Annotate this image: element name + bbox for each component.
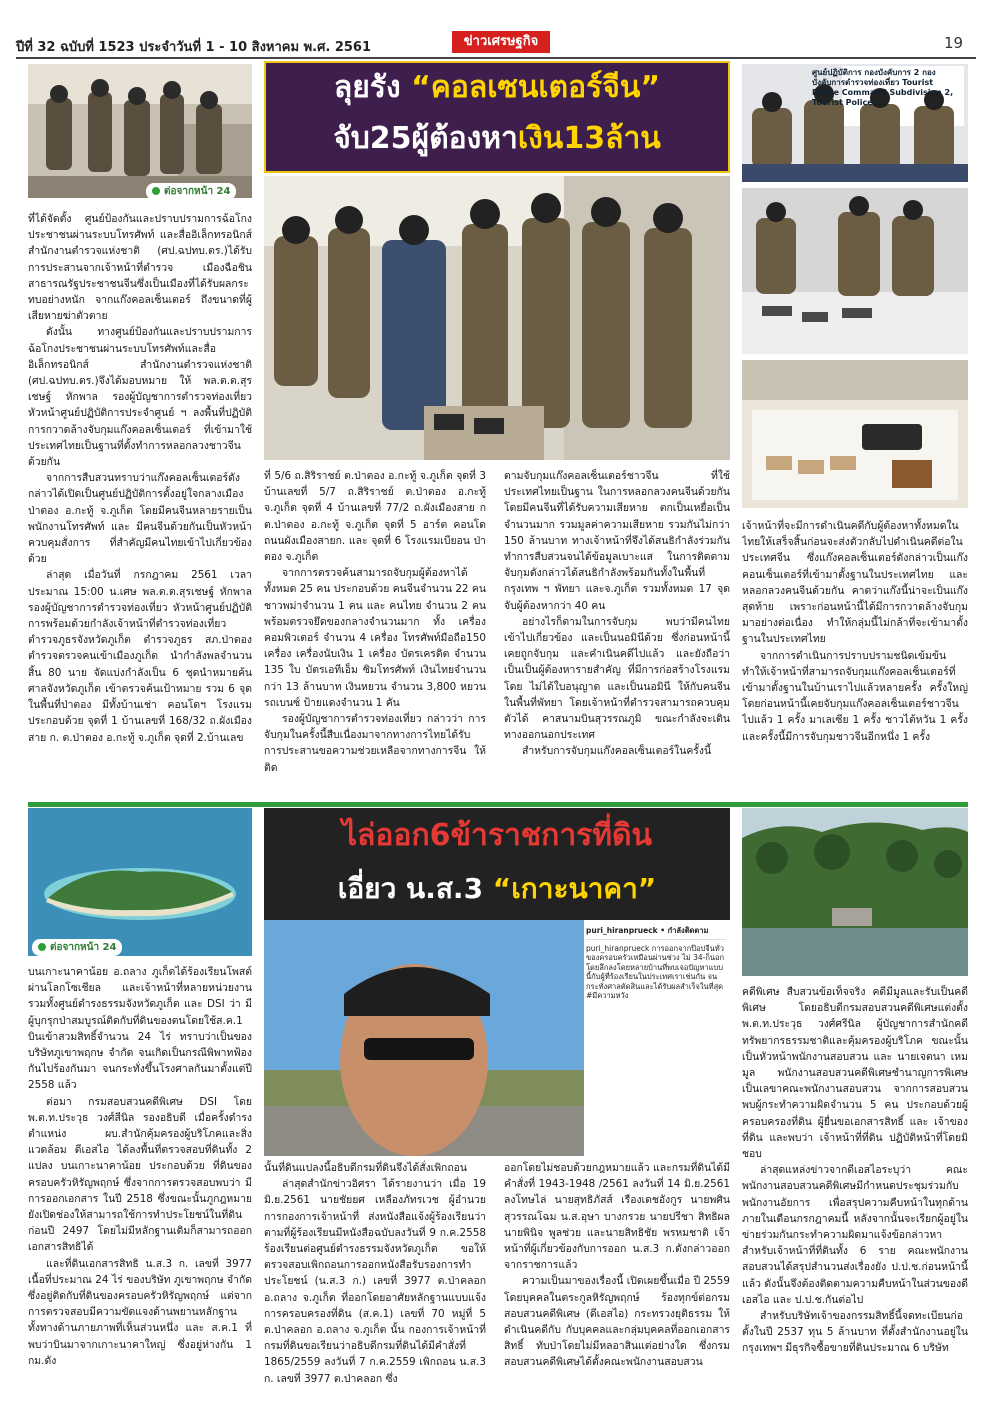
- social-post-user: puri_hiranprueck • กำลังติดตาม: [586, 926, 726, 940]
- story1-column-4: [742, 518, 968, 796]
- headline-land-officials: [264, 808, 730, 920]
- story2-column-3: [504, 1160, 730, 1420]
- section-divider: [28, 802, 968, 807]
- story1-col2-p2: จากการตรวจค้นสามารถจับกุมผู้ต้องหาได้ทั้งหมด 25 คน ประกอบด้วย คนจีนจำนวน 22 คน ชาวพม่าจำนวน 1 คน และ คนไทย จำนวน 2 คน พร้อมตรวจยึดของกลางจำนวนมาก ทั้ง เครื่องคอมพิวเตอร์ จำนวน 4 เครื่อง โทรศัพท์มือถือ150 เครื่อง เครื่องนับเงิน 1 เครื่อง บัตรเครดิต จำนวน 135 ใบ บัตรเอทีเอ็ม ซิมโทรศัพท์ เงินไทยจำนวนกว่า 13 ล้านบาท เงินหยวน จำนวน 3,800 หยวน รถเบนซ์ ป้ายแดงจำนวน 1 คัน: [264, 567, 486, 709]
- photo-seized-cash: [742, 360, 968, 508]
- headline-prefix: ลุยรัง: [333, 70, 412, 105]
- continued-label: ต่อจากหน้า 24: [164, 186, 231, 197]
- photo-evidence-table: [742, 188, 968, 354]
- subhead-prefix: จับ25ผู้ต้องหา: [333, 121, 518, 156]
- story2-col3-p1: ออกโดยไม่ชอบด้วยกฎหมายแล้ว และกรมที่ดินได้มีคำสั่งที่ 1943-1948 /2561 ลงวันที่ 14 มิ.ย.2561 ลงโทษไล่ นายสุทธิภัสส์ เรืองเดชอังกูร นายพศิน สุวรรณโฉม น.ส.อุษา บางกรวย นายปรีชา สิทธิผล นายพินิจ พูลช่วย และนายสิทธิชัย พรหมชาติ เจ้าหน้าที่ผู้เกี่ยวข้องกับการออก น.ส.3 ก.ดังกล่าวออกจากราชการแล้ว: [504, 1162, 730, 1272]
- photo-island-forest: [742, 808, 968, 976]
- story2-col4-p3: สำหรับบริษัทเจ้าของกรรมสิทธิ์นี้จดทะเบียนก่อตั้งในปี 2537 ทุน 5 ล้านบาท ที่ตั้งสำนักงานอยู่ในกรุงเทพฯ มีธุรกิจซื้อขายที่ดินประมาณ 6 บริษัท: [742, 1310, 968, 1355]
- social-post-panel: [586, 926, 726, 1146]
- headline-2: ไล่ออก6ข้าราชการที่ดิน: [341, 818, 653, 853]
- bullet-icon: [38, 943, 46, 951]
- story2-col3-p2: ความเป็นมาของเรื่องนี้ เปิดเผยขึ้นเมื่อ ปี 2559 โดยบุคคลในตระกูลหิรัญพฤกษ์ ร้องทุกข์ต่อกรมสอบสวนคดีพิเศษ (ดีเอสไอ) กระทรวงยุติธรรม ให้ดำเนินคดีกับ กับบุคคลและกลุ่มบุคคลที่ออกเอกสารสิทธิ์ ทับป่าโดยไม่มีหลอาสินแต่อย่างใด ซึ่งกรมสอบสวนคดีพิเศษได้ตั้งคณะพนักงานสอบสวน: [504, 1275, 730, 1369]
- story2-col2-p1: นั้นที่ดินแปลงนี้อธิบดีกรมที่ดินจึงได้สั่งเพิกถอน: [264, 1162, 467, 1174]
- subhead-2-prefix: เอี่ยว น.ส.3: [337, 872, 493, 905]
- photo-island-aerial: [28, 808, 252, 956]
- story2-col1-p3: และที่ดินเอกสารสิทธิ น.ส.3 ก. เลขที่ 3977 เนื้อที่ประมาณ 24 ไร่ ของบริษัท ภูเขาพฤกษ จำกัด ซึ่งอยู่ติดกับที่ดินของครอบครัวหิรัญพฤกษ์ แต่จากการตรวจสอบมีความขัดแจงด้านพยานหลักฐาน ทั้งทางด้านภายภาพที่เห็นส่วนหนึ่ง และ ส.ค.1 ที่พบว่าบินมาจากเกาะนาคาใหญ่ ซึ่งอยู่ห่างกัน 1 กม.ดัง: [28, 1257, 252, 1367]
- continued-badge: [146, 183, 236, 200]
- story2-col1-p1: บนเกาะนาคาน้อย อ.ถลาง ภูเก็ตได้ร้องเรียนโพสต์ผ่านโลกโซเชียล และเจ้าหน้าที่หลายหน่วยงาน รวมทั้งศูนย์ดำรงธรรมจังหวัดภูเก็ต และ DSI ว่า มีผู้บุกรุกป่าสมบูรณ์ติดกับที่ดินของตนโดยใช้ส.ค.1 บินเข้าสวมสิทธิ์จำนวน 24 ไร่ ทราบว่าเป็นของบริษัทภูเขาพฤกษ จำกัด จนเกิดเป็นกรณีพิพาทฟ้องกันไปร้องกันมา จนกระทั่งขึ้นโรงศาลกันมาตั้งแต่ปี 2558 แล้ว: [28, 966, 252, 1092]
- story2-col1-p2: ต่อมา กรมสอบสวนคดีพิเศษ DSI โดย พ.ต.ท.ประวุธ วงศ์สีนิล รองอธิบดี เมื่อครั้งดำรงตำแหน่ง ผบ.สำนักคุ้มครองผู้บริโภคและสิ่งแวดล้อม ดีเอสไอ ได้ลงพื้นที่ตรวจสอบที่ดินทั้ง 2 แปลง บนเกาะนาคาน้อย ประกอบด้วย ที่ดินของครอบครัวหิรัญพฤกษ์ ซึ่งจากการตรวจสอบพบว่า มีการออกเอกสาร ในปี 2518 ซึ่งขณะนั้นภูกฎหมายยังเปิดช่องให้สามารถใช้การทำประโยชน์ในที่ดินก่อนปี 2497 โดยไม่มีหลักฐานเดิมก็สามารถออกเอกสารสิทธิได้: [28, 1095, 252, 1254]
- header-rule: [16, 57, 976, 59]
- issue-line: ปีที่ 32 ฉบับที่ 1523 ประจำวันที่ 1 - 10 สิงหาคม พ.ศ. 2561: [16, 40, 371, 55]
- story1-col2-p1: ที่ 5/6 ถ.สิริราชย์ ต.ป่าตอง อ.กะทู้ จ.ภูเก็ต จุดที่ 3 บ้านเลขที่ 5/7 ถ.สิริราชย์ ต.ป่าตอง อ.กะทู้ จ.ภูเก็ต จุดที่ 4 บ้านเลขที่ 77/2 ถ.ผังเมืองสาย ก ต.ป่าตอง อ.กะทู้ จ.ภูเก็ต จุดที่ 5 อาร์ต คอนโด ถนนผังเมืองสายก. และ จุดที่ 6 โรงแรมเบียอน ป่าตอง จ.ภูเก็ต: [264, 470, 486, 564]
- story1-col1-p2: ดังนั้น ทางศูนย์ป้องกันและปราบปรามการฉ้อโกงประชาชนผ่านระบบโทรศัพท์และสื่ออิเล็กทรอนิกส์ สำนักงานตำรวจแห่งชาติ (ศป.ฉปทบ.ตร.)จึงได้มอบหมาย ให้ พล.ต.ต.สุรเชษฐ์ หักพาล รองผู้บัญชาการตำรวจท่องเที่ยวหัวหน้าศูนย์ปฏิบัติการประจำศูนย์ ฯ ลงพื้นที่ปฏิบัติการกวาดล้างจับกุมแก๊งคอลเซ็นเตอร์ ที่เข้ามาใช้ประเทศไทยเป็นฐานที่ตั้งทำการหลอกลวงชาวจีนด้วยกัน: [28, 326, 252, 469]
- story1-column-3: [504, 468, 730, 796]
- story2-column-2: [264, 1160, 486, 1420]
- story2-col2-p2: ล่าสุดสำนักข่าวอิศรา ได้รายงานว่า เมื่อ 19 มิ.ย.2561 นายชัยยศ เหลืองภัทรเวช ผู้อำนวยการกองการเจ้าหน้าที่ ส่งหนังสือแจ้งผู้ร้องเรียนว่าตามที่ผู้ร้องเรียนมีหนังสือฉบับลงวันที่ 9 ก.ค.2558 ร้องเรียนต่อศูนย์ดำรงธรรมจังหวัดภูเก็ต ขอให้ตรวจสอบเพิกถอนการออกหนังสือรับรองการทำประโยชน์ (น.ส.3 ก.) เลขที่ 3977 ต.ป่าคลอก อ.ถลาง จ.ภูเก็ต ที่ออกโดยอาศัยหลักฐานแบบแจ้งการครอบครองที่ดิน (ส.ค.1) เลขที่ 70 หมู่ที่ 5 ต.ป่าคลอก อ.ถลาง จ.ภูเก็ต นั้น กองการเจ้าหน้าที่ กรมที่ดินขอเรียนว่าอธิบดีกรมที่ดินได้มีคำสั่งที่ 1865/2559 ลงวันที่ 7 ก.ค.2559 เพิกถอน น.ส.3 ก. เลขที่ 3977 ต.ป่าคลอก ซึ่ง: [264, 1178, 486, 1385]
- story1-col2-p3: รองผู้บัญชาการตำรวจท่องเที่ยว กล่าวว่า การจับกุมในครั้งนี้สืบเนื่องมาจากทางการไทยได้รับการประสานขอความช่วยเหลือจากทางการจีน ให้ติด: [264, 713, 486, 774]
- subhead-highlight: เงิน13ล้าน: [517, 121, 661, 156]
- photo-police-inspection: [28, 64, 252, 198]
- headline-callcenter: [264, 61, 730, 173]
- newspaper-logo: ข่าวเศรษฐกิจ: [452, 31, 550, 53]
- social-post-text: puri_hiranprueck การออกจากป๊อปจีนทั่วของครอบครัวเหมือนผ่านช่วง ไม่ 34-ก็นอก โดยลึกลงโดยหลายบ้านที่พบเจอปัญหาแบบนี้กับผู้ที่ร้องเรียนในประเทศเราเช่นกัน จนกระทั่งศาลตัดสินและได้รับผลสำเร็จในที่สุด #มีความหวัง: [586, 943, 725, 1000]
- story2-column-4: [742, 984, 968, 1420]
- headline-highlight: “คอลเซนเตอร์จีน”: [411, 70, 661, 105]
- story2-column-1: [28, 964, 252, 1420]
- story1-col1-p1: ที่ได้จัดตั้ง ศูนย์ป้องกันและปราบปรามการฉ้อโกงประชาชนผ่านระบบโทรศัพท์ และสื่ออิเล็กทรอนิกส์ สำนักงานตำรวจแห่งชาติ (ศป.ฉปทบ.ตร.)ได้รับการประสานจากเจ้าหน้าที่ตำรวจ เมืองฉือชิน สาธารณรัฐประชาชนจีนซึ่งเป็นเมืองที่ได้รับผลกระทบอย่างหนัก จากแก๊งคอลเซ็นเตอร์ ถึงขนาดที่ผู้เสียหายฆ่าตัวตาย: [28, 213, 252, 323]
- story1-col3-p1: ตามจับกุมแก๊งคอลเซ็นเตอร์ชาวจีน ที่ใช้ประเทศไทยเป็นฐาน ในการหลอกลวงคนจีนด้วยกัน โดยมีคนจีนที่ได้รับความเสียหาย ตกเป็นเหยื่อเป็นจำนวนมาก รวมมูลค่าความเสียหาย รวมกันไม่กว่า 150 ล้านบาท ทางเจ้าหน้าที่จึงได้สนธิกำลังร่วมกันทำการสืบสวนจนได้ข้อมูลเบาะแส ในการติดตามจับกุมดังกล่าวได้สนธิกำลังพร้อมกันทั้งในพื้นที่ กรุงเทพ ฯ พัทยา และจ.ภูเก็ต รวมทั้งหมด 17 จุด จับผู้ต้องหากว่า 40 คน: [504, 470, 730, 612]
- story1-column-1: [28, 211, 252, 791]
- story1-col1-p4: ล่าสุด เมื่อวันที่ กรกฎาคม 2561 เวลาประมาณ 15:00 น.เศษ พล.ต.ต.สุรเชษฐ์ หักพาล รองผู้บัญชาการตำรวจท่องเที่ยว หัวหน้าศูนย์ปฏิบัติการพร้อมด้วยกำลังเจ้าหน้าที่ตำรวจท่องเที่ยว ตำรวจภูธรจังหวัดภูเก็ต ตำรวจภูธร สภ.ป่าตอง ตำรวจตรวจคนเข้าเมืองภูเก็ต นำกำลังพลจำนวนสิ้น 80 นาย จัดแบ่งกำลังเป็น 6 ชุดนำหมายค้นศาลจังหวัดภูเก็ต เข้าตรวจค้นเป้าหมาย รวม 6 จุด ในพื้นที่ป่าตอง มีทั้งบ้านเช่า คอนโดฯ โรงแรม ประกอบด้วย จุดที่ 1 บ้านเลขที่ 168/32 ถ.ผังเมือง สาย ก. ต.ป่าตอง อ.กะทู้ จ.ภูเก็ต จุดที่ 2.บ้านเลข: [28, 569, 252, 744]
- continued-label-2: ต่อจากหน้า 24: [50, 942, 117, 953]
- story1-col1-p3: จากการสืบสวนทราบว่าแก๊งคอลเซ็นเตอร์ดังกล่าวได้เปิดเป็นศูนย์ปฏิบัติการตั้งอยู่ใจกลางเมืองป่าตอง อ.กะทู้ จ.ภูเก็ต โดยมีคนจีนหลายรายเป็นพนักงานโทรศัพท์ และ มีคนจีนด้วยกันเป็นหัวหน้าควบคุมสั่งการ ที่สำคัญมีคนไทยเข้าไปเกี่ยวข้องด้วย: [28, 472, 252, 566]
- photo-sign-text: ศูนย์ปฏิบัติการ กองบังคับการ 2 กองบังคับการตำรวจท่องเที่ยว Tourist Police Command Subdivision 2, Tourist Police: [812, 68, 954, 107]
- story2-col4-p1: คดีพิเศษ สืบสวนข้อเท็จจริง คดีมีมูลและรับเป็นคดีพิเศษ โดยอธิบดีกรมสอบสวนคดีพิเศษแต่งตั้ง พ.ต.ท.ประวุธ วงศ์ศรีนิล ผู้บัญชาการสำนักคดีทรัพยากรธรรมชาติและคุ้มครองผู้บริโภค ขณะนั้น เป็นหัวหน้าพนักงานสอบสวน และ นายเจตนา เหมมูล พนักงานสอบสวนคดีพิเศษชำนาญการพิเศษ เป็นเลขาคณะพนักงานสอบสวน จากการสอบสวนพบผู้กระทำความผิดจำนวน 5 คน ประกอบด้วยผู้ครอบครองที่ดิน ผู้ยื่นขอเอกสารสิทธิ์ และ เจ้าของที่ดิน และพบว่า เจ้าหน้าที่ที่ดิน ปฏิบัติหน้าที่โดยมิชอบ: [742, 986, 968, 1161]
- story2-col4-p2: ล่าสุดแหล่งข่าวจากดีเอสไอระบุว่า คณะพนักงานสอบสวนคดีพิเศษมีกำหนดประชุมร่วมกับพนักงานอัยการ เพื่อสรุปความคืบหน้าในทุกด้านภายในเดือนกรกฎาคมนี้ หลังจากนั้นจะเรียกผู้อยู่ในข่ายร่วมกันกระทำความผิดมาแจ้งข้อกล่าวหา สำหรับเจ้าหน้าที่ที่ดินทั้ง 6 ราย คณะพนักงานสอบสวนได้สรุปสำนวนส่งเรื่องยัง ป.ป.ช.ก่อนหน้านี้แล้ว ดังนั้นจึงต้องติดตามความคืบหน้าในส่วนของดีเอสไอ และ ป.ป.ช.กันต่อไป: [742, 1164, 968, 1306]
- story1-column-2: [264, 468, 486, 796]
- bullet-icon: [152, 187, 160, 195]
- story1-col3-p3: สำหรับการจับกุมแก๊งคอลเซ็นเตอร์ในครั้งนี้: [522, 745, 712, 758]
- story1-col4-p2: จากการดำเนินการปราบปรามชนิดเข้มข้นทำให้เจ้าหน้าที่สามารถจับกุมแก๊งคอลเซ็นเตอร์ที่เข้ามาตั้งฐานในบ้านเราไปแล้วหลายครั้ง ครั้งใหญ่ โดยก่อนหน้านี้เคยจับกุมแก๊งคอลเซ็นเตอร์ชาวจีน ไปแล้ว 1 ครั้ง มาเลเซีย 1 ครั้ง ชาวไต้หวัน 1 ครั้ง และครั้งนี้มีการจับกุมชาวจีนอีกหนึ่ง 1 ครั้ง: [742, 649, 968, 743]
- continued-badge-2: [32, 939, 122, 956]
- subhead-2-highlight: “เกาะนาคา”: [492, 872, 657, 905]
- story1-col3-p2: อย่างไรก็ตามในการจับกุม พบว่ามีคนไทยเข้าไปเกี่ยวข้อง และเป็นนอมินีด้วย ซึ่งก่อนหน้านี้เคยถูกจับกุม และคำเนินคดีไปแล้ว และยังถือว่าเป็นเป็นผู้ต้องหารายสำคัญ ที่มีการก่อสร้างโรงแรมโดย ไม่ได้ใบอนุญาต และเป็นนอมินี ให้กับคนจีนในพื้นที่พัทยา โดยเจ้าหน้าที่ตำรวจสามารถควบคุมตัวได้ คาสนามบินสุวรรณภูมิ ขณะกำลังจะเดินทางออกนอกประเทศ: [504, 615, 730, 742]
- photo-arrest-raid: [264, 176, 730, 460]
- story1-col4-p1: เจ้าหน้าที่จะมีการดำเนินคดีกับผู้ต้องหาทั้งหมดในไทยให้เสร็จสิ้นก่อนจะส่งตัวกลับไปดำเนินคดีต่อในประเทศจีน ซึ่งแก๊งคอลเซ็นเตอร์ดังกล่าวเป็นแก๊งคอนเซ็นเตอร์ที่เข้ามาตั้งฐานในประเทศไทย และหลอกลวงคนจีนด้วยกัน คาดว่าแก๊งนี้น่าจะเป็นแก๊งสุดท้าย เพราะก่อนหน้านี้ได้มีการกวาดล้างจับกุมมาอย่างต่อเนื่อง ทำให้กลุ่มนี้ไม่กล้าที่จะเข้ามาตั้งฐานในประเทศไทย: [742, 520, 968, 646]
- page-number: 19: [944, 34, 964, 52]
